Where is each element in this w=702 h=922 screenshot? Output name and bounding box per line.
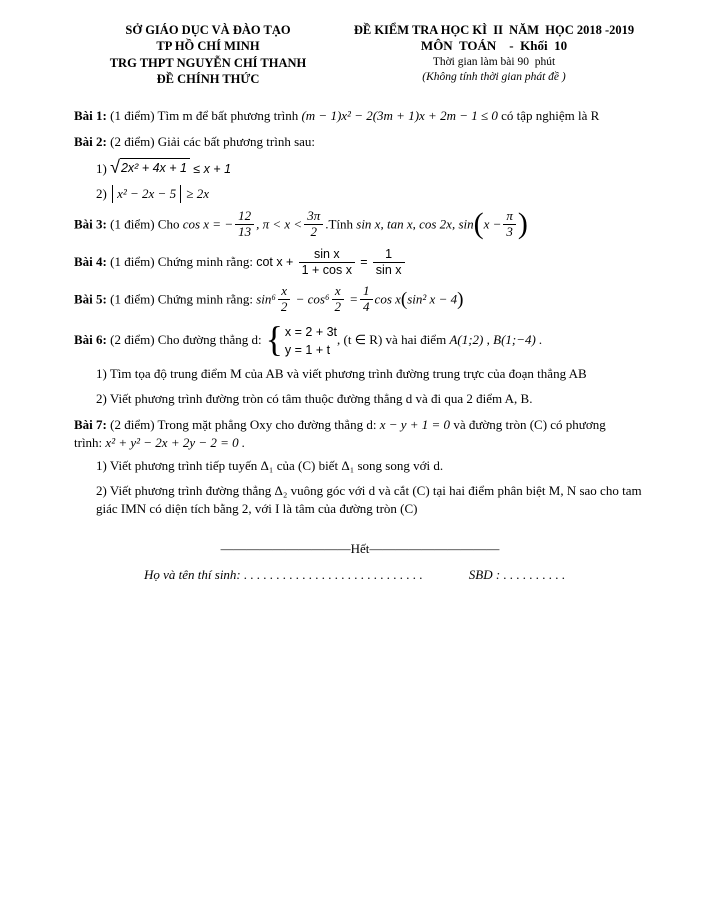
expression-list: sin x, tan x, cos 2x, sin [356, 216, 474, 232]
problem-2-intro: (2 điểm) Giải các bất phương trình sau: [110, 133, 316, 149]
item-2-text-b: vuông góc với d và cắt (C) tại hai điểm phân biệt M, N sao cho tam giác IMN có diện tích bằng 2, với I là tâm của đường tròn (C) [96, 482, 642, 517]
official-exam-line: ĐỀ CHÍNH THỨC [156, 71, 260, 86]
problem-6-intro: (2 điểm) Cho đường thẳng d: [110, 331, 262, 347]
exam-title: ĐỀ KIỂM TRA HỌC KÌ II NĂM HỌC 2018 -2019 [353, 23, 635, 37]
item-1-text-b: của (C) biết [276, 457, 339, 473]
cos-equation: cos x = − [182, 216, 234, 232]
problem-1-outro: có tập nghiệm là R [501, 108, 600, 123]
sbd-group [469, 567, 565, 583]
item-1-text-a: 1) Viết phương trình tiếp tuyến [96, 457, 258, 473]
end-divider [74, 541, 646, 557]
fraction-x-2-b: $\frac{x}{2}$ [332, 284, 345, 315]
document-header [74, 22, 646, 87]
absolute-value-expression: x² − 2x − 5 [112, 185, 181, 204]
problem-5-label: Bài 5: [74, 291, 107, 307]
fraction-sinx-1pluscosx: $\frac{\text{sin x}}{\text{1 + cos x}}$ [299, 247, 355, 277]
candidate-name-dots: . . . . . . . . . . . . . . . . . . . . . . . . . . . . [240, 567, 423, 583]
problem-6-label: Bài 6: [74, 331, 107, 347]
delta-1-symbol: Δ₁ [260, 457, 274, 473]
cos-factor: cos x [374, 291, 401, 307]
candidate-name-label: Họ và tên thí sinh: [144, 567, 241, 583]
problem-4 [74, 248, 646, 278]
item-number: 1) [96, 160, 107, 176]
problem-7 [74, 416, 646, 435]
sbd-label: SBD : [468, 567, 501, 583]
problem-6-item-1: 1) Tìm tọa độ trung điểm M của AB và viết phương trình đường trung trực của đoạn thẳng AB [96, 366, 587, 382]
compute-label: .Tính [325, 216, 354, 232]
circle-equation: x² + y² − 2x + 2y − 2 = 0 . [105, 434, 246, 450]
divider-dashes-left: —————————— [220, 541, 351, 557]
problem-2-item-2 [74, 185, 646, 204]
subject-line: MÔN TOÁN - Khối 10 [420, 38, 568, 54]
radicand: 2x² + 4x + 1 [120, 158, 190, 177]
open-paren: ( [400, 288, 408, 310]
open-paren: ( [473, 206, 484, 240]
cos-power-term: − cos⁶ [295, 291, 330, 307]
city-line: TP HỒ CHÍ MINH [156, 39, 260, 54]
close-paren: ) [457, 288, 464, 310]
problem-5 [74, 285, 646, 316]
problem-2-label: Bài 2: [74, 133, 107, 149]
delta-1-symbol: Δ₁ [341, 457, 355, 473]
problem-3-label: Bài 3: [74, 216, 107, 232]
inner-expression: sin² x − 4 [407, 291, 458, 307]
delta-2-symbol: Δ₂ [274, 482, 288, 498]
comma: , [256, 216, 260, 232]
item-2-text-a: 2) Viết phương trình đường thẳng [96, 482, 272, 498]
problem-7-intro: (2 điểm) Trong mặt phẳng Oxy cho đường thẳng d: [110, 416, 377, 432]
problem-5-intro: (1 điểm) Chứng minh rằng: [110, 291, 253, 307]
equation-label: trình: [74, 434, 103, 450]
fraction-1-sinx: $\frac{1}{\text{sin x}}$ [373, 247, 405, 277]
school-block [74, 22, 342, 87]
equals-sign: = [360, 255, 368, 270]
department-line: SỞ GIÁO DỤC VÀ ĐÀO TẠO [125, 23, 291, 37]
problem-1-formula: (m − 1)x² − 2(3m + 1)x + 2m − 1 ≤ 0 [301, 108, 498, 123]
fraction-3pi-2: $\frac{3\pi}{2}$ [304, 209, 323, 240]
line-equation: x − y + 1 = 0 [379, 416, 451, 432]
inequality-rhs: ≥ 2x [186, 185, 209, 201]
problem-3-intro: (1 điểm) Cho [110, 216, 180, 232]
sbd-dots: . . . . . . . . . . [500, 567, 566, 583]
problem-4-label: Bài 4: [74, 254, 107, 270]
item-1-text-c: song song với d. [357, 457, 444, 473]
item-number: 2) [96, 185, 107, 201]
identity-lhs: cot x + [256, 255, 294, 270]
problem-2-item-1 [74, 158, 646, 179]
problem-list [74, 107, 646, 519]
problem-4-intro: (1 điểm) Chứng minh rằng: [110, 254, 253, 270]
inequality-rhs: ≤ x + 1 [193, 161, 232, 176]
fraction-1-4: $\frac{1}{4}$ [360, 284, 373, 315]
note-line: (Không tính thời gian phát đề ) [422, 71, 566, 84]
interval-inequality: π < x < [262, 216, 303, 232]
problem-2 [74, 133, 646, 152]
problem-1 [74, 107, 646, 126]
problem-7-line-2 [74, 435, 646, 451]
inner-expression: x − [483, 216, 502, 232]
fraction-pi-3: $\frac{\pi}{3}$ [503, 209, 516, 240]
system-line-x: x = 2 + 3t [284, 324, 338, 339]
divider-dashes-right: —————————— [369, 541, 500, 557]
problem-3 [74, 206, 646, 241]
fraction-12-13: $\frac{12}{13}$ [235, 209, 254, 240]
school-line: TRG THPT NGUYỄN CHÍ THANH [109, 55, 307, 70]
parametric-system [285, 323, 337, 359]
points-ab: A(1;2) , B(1;−4) . [449, 331, 543, 347]
system-brace: { [265, 318, 283, 359]
problem-6-item-2: 2) Viết phương trình đường tròn có tâm thuộc đường thẳng d và đi qua 2 điểm A, B. [96, 390, 533, 406]
parameter-note: , (t ∈ R) và hai điểm [337, 331, 447, 347]
end-label: Hết [350, 541, 370, 557]
exam-info-block [342, 22, 646, 87]
problem-7-label: Bài 7: [74, 416, 107, 432]
radical-icon: √ [110, 156, 120, 177]
system-line-y: y = 1 + t [284, 343, 331, 357]
sin-power-term: sin⁶ [256, 291, 276, 307]
close-paren: ) [517, 206, 528, 240]
duration-line: Thời gian làm bài 90 phút [432, 56, 556, 69]
problem-7-item-2 [74, 482, 646, 520]
candidate-info-line [74, 567, 646, 583]
equals-sign: = [349, 291, 359, 307]
problem-6 [74, 318, 646, 359]
problem-7-item-1 [74, 457, 646, 476]
fraction-x-2-a: $\frac{x}{2}$ [278, 284, 291, 315]
problem-1-intro: (1 điểm) Tìm m để bất phương trình [110, 108, 299, 123]
sqrt-expression [110, 158, 190, 177]
problem-7-continuation: và đường tròn (C) có phương [453, 416, 606, 432]
problem-1-label: Bài 1: [74, 108, 107, 123]
